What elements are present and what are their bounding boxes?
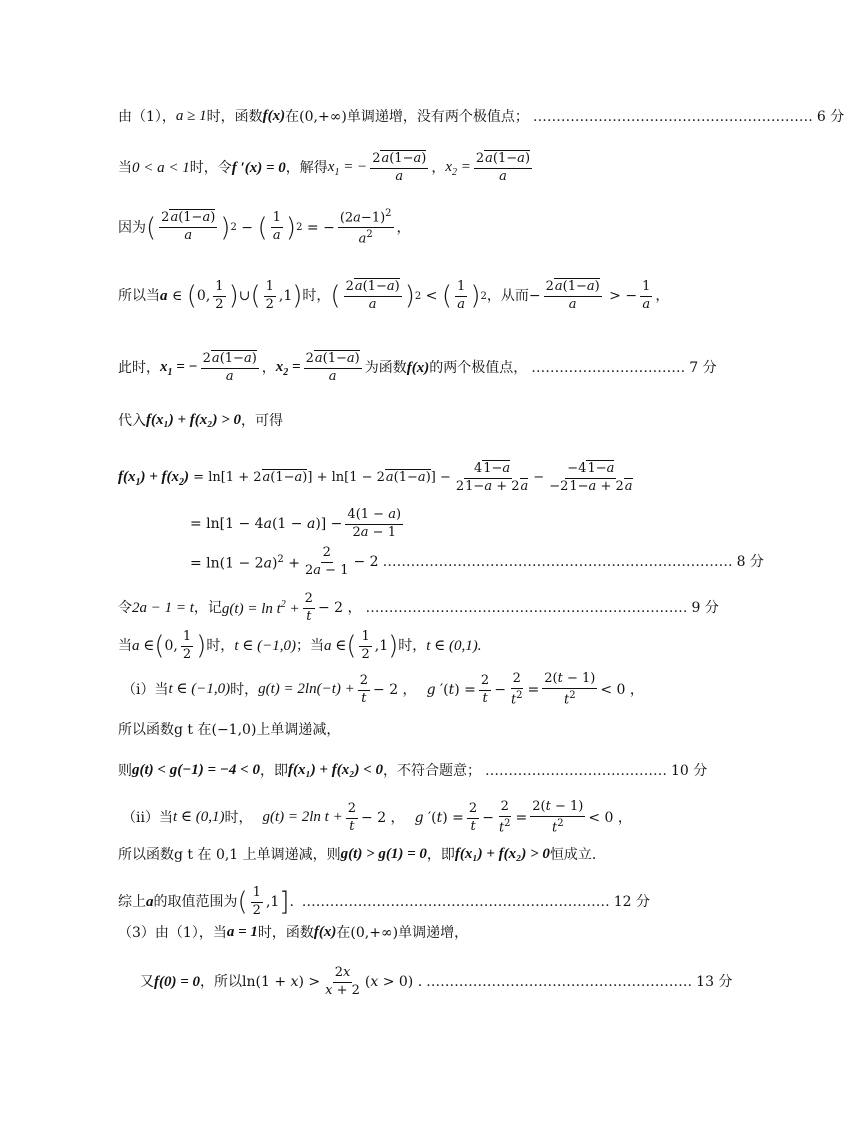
text: ，即 — [426, 846, 455, 863]
text: 时，函数 — [206, 108, 263, 125]
math: (0,+∞) — [350, 924, 399, 941]
score: 8 分 — [736, 554, 764, 571]
paren: ( — [346, 631, 357, 662]
fraction: $\frac{2a(1-a)}{a}$ — [345, 279, 400, 312]
leader-dots: ………………………………………………………………… — [382, 554, 733, 571]
text: ， — [261, 360, 276, 377]
math: (x > 0) . — [364, 974, 423, 991]
score: 6 分 — [816, 108, 844, 125]
paren: ( — [257, 212, 268, 243]
math: f(x) — [406, 359, 430, 376]
math: = ln[1 + 2a(1−a)] + ln[1 − 2a(1−a)] − — [189, 469, 451, 485]
math: ln(1 + x) > — [242, 974, 321, 991]
paren: ( — [441, 281, 453, 312]
math: < 0 ， — [588, 810, 632, 827]
paren: ] — [279, 887, 290, 918]
paren: ( — [154, 631, 165, 662]
text: 所以函数g t 在 0,1 上单调递减，则 — [118, 846, 341, 863]
line-6 — [118, 412, 650, 429]
text: 由（1）， — [118, 108, 176, 125]
line-14 — [118, 762, 708, 779]
fraction: $\frac{2a(1-a)}{a}$ — [475, 151, 531, 184]
score: 7 分 — [689, 360, 717, 377]
fraction: $\frac{2a(1-a)}{a}$ — [202, 351, 257, 384]
fraction: $\frac{2}{t^2}$ — [510, 671, 523, 708]
fraction: $\frac{2a(1-a)}{a}$ — [372, 151, 427, 184]
leader-dots: …………………………………………………… — [532, 108, 813, 125]
leader-dots: …………………………… — [531, 360, 686, 377]
math: ,1 — [374, 638, 389, 655]
fraction: $\frac{2}{t}$ — [304, 591, 313, 624]
math: − — [533, 469, 545, 485]
math: $f(x_1) + f(x_2)$ — [118, 468, 190, 488]
score: 10 分 — [671, 762, 708, 779]
fraction: $\frac{2(t - 1)}{t^2}$ — [532, 799, 584, 836]
text: ， — [396, 219, 411, 236]
text: 当 — [118, 638, 132, 655]
paren: ) — [404, 281, 415, 312]
text: 此时， — [118, 360, 160, 377]
math: (0,+∞) — [299, 108, 347, 125]
fraction: $\frac{2}{t}$ — [468, 800, 478, 834]
math: = − — [302, 219, 335, 236]
text: 因为 — [118, 219, 146, 236]
line-2 — [118, 152, 650, 185]
math: t ∈ (0,1) — [172, 809, 225, 826]
text: 时， — [206, 638, 235, 655]
text: 单调递增，没有两个极值点； — [346, 108, 529, 125]
math: = — [527, 682, 540, 699]
line-1 — [118, 108, 844, 125]
math: = ln[1 − 4a(1 − a)] − — [190, 516, 343, 533]
text: 则 — [118, 762, 132, 779]
math: g(t) > g(1) = 0 — [340, 846, 427, 862]
paren: ( — [250, 281, 261, 312]
line-7 — [118, 462, 650, 495]
math: . — [289, 894, 294, 911]
math: t ∈ (−1,0) — [234, 637, 296, 654]
math: $x_1$ = − — [327, 158, 368, 178]
line-12 — [122, 672, 650, 708]
text: 恒成立. — [549, 846, 597, 863]
fraction: $\frac{41-a}{21-a + 2a}$ — [455, 461, 529, 494]
math: $x_2$ = — [445, 158, 471, 178]
text: ，不符合题意； — [383, 762, 481, 779]
text: 时， — [224, 810, 253, 827]
math: f(x) — [313, 924, 337, 940]
text: ， — [655, 288, 670, 305]
math: − — [236, 219, 258, 236]
math: ∪ — [238, 288, 251, 305]
fraction: $\frac{1}{a}$ — [642, 279, 651, 312]
fraction: $\frac{1}{a}$ — [457, 279, 466, 312]
math: $x_1$ = − — [160, 358, 198, 378]
math: − — [494, 682, 506, 699]
line-16 — [118, 846, 650, 863]
fraction: $\frac{2}{t^2}$ — [498, 799, 511, 836]
text: 令 — [118, 600, 132, 617]
math: ,1 — [265, 894, 280, 911]
math: f(x) — [262, 108, 286, 124]
paren: ) — [285, 212, 297, 243]
fraction: $\frac{1}{2}$ — [265, 279, 274, 312]
fraction: $\frac{1}{2}$ — [361, 629, 370, 662]
fraction: $\frac{-41-a}{-21-a + 2a}$ — [549, 461, 633, 494]
text: 当 — [118, 160, 132, 177]
line-3: 因为 ( $\frac{2a(1-a)}{a}$ ) 2 − ( $\frac{1}{a}$ ) 2 = − $\frac{(2a-1)^2}{a^2}$ ， — [118, 208, 411, 247]
text: （3）由（1），当 — [118, 924, 227, 941]
text: 时， — [230, 682, 259, 699]
text: 时， — [302, 288, 331, 305]
text: ，解得 — [285, 160, 328, 177]
fraction: $\frac{2(t - 1)}{t^2}$ — [544, 671, 596, 708]
text: 在 — [336, 924, 351, 941]
text: 所以函数g t 在(−1,0)上单调递减， — [118, 722, 341, 738]
text: ，所以 — [200, 974, 243, 991]
fraction: $\frac{2}{t}$ — [359, 672, 369, 706]
line-11 — [118, 630, 650, 663]
math: 0, — [164, 638, 178, 655]
fraction: $\frac{(2a-1)^2}{a^2}$ — [339, 208, 392, 247]
math: f(x₁) + f(x₂) < 0 — [287, 762, 383, 778]
math: 2a − 1 = t — [132, 599, 194, 616]
fraction: $\frac{1}{2}$ — [215, 279, 224, 312]
math: a — [146, 893, 154, 910]
paren: ) — [292, 281, 303, 312]
math: f(x₁) + f(x₂) > 0 — [454, 846, 550, 862]
line-13 — [118, 722, 650, 738]
fraction: $\frac{2}{2a - 1}$ — [304, 545, 349, 578]
math: − 2 ， — [317, 600, 362, 617]
math: a ∈ — [323, 637, 347, 654]
paren: ) — [228, 281, 239, 312]
text: 又 — [140, 974, 154, 991]
math: t ∈ (−1,0) — [168, 681, 231, 698]
line-18 — [118, 924, 650, 941]
text: 综上 — [118, 894, 146, 911]
text: ，记 — [193, 600, 222, 617]
math: f(x₁) + f(x₂) > 0 — [146, 412, 242, 428]
leader-dots: ………………………………………………… — [426, 974, 693, 991]
line-8 — [190, 508, 650, 541]
text: ， — [431, 160, 446, 177]
line-17 — [118, 886, 650, 919]
text: 时， — [398, 638, 427, 655]
line-15 — [122, 800, 650, 836]
text: ，从而 — [486, 288, 529, 305]
math: ∈ — [167, 288, 187, 305]
leader-dots: ………………………………… — [485, 762, 667, 779]
fraction: $\frac{4(1 - a)}{2a - 1}$ — [347, 507, 402, 540]
math: − — [482, 810, 494, 827]
math: g(t) = 2ln(−t) + — [258, 681, 355, 698]
math: a = 1 — [226, 924, 258, 940]
text: 时，令 — [189, 160, 232, 177]
paren: ( — [237, 887, 248, 918]
fraction: $\frac{2a(1-a)}{a}$ — [161, 210, 216, 244]
math: = — [515, 810, 528, 827]
fraction: $\frac{1}{2}$ — [182, 629, 192, 662]
line-19 — [140, 965, 733, 999]
line-9 — [190, 545, 764, 579]
text: 所以当 — [118, 288, 160, 305]
math: a ≥ 1 — [175, 108, 207, 124]
text: 在 — [285, 108, 300, 125]
text: （i）当 — [122, 682, 169, 699]
paren: ) — [196, 631, 207, 662]
fraction: $\frac{1}{a}$ — [272, 210, 281, 244]
text: （ii）当 — [122, 810, 173, 827]
math: $x_2$ = — [275, 358, 301, 378]
score: 9 分 — [691, 600, 719, 617]
math: − 2 ， g ′(t) = — [373, 682, 476, 699]
paren: ) — [388, 631, 399, 662]
paren: ( — [186, 281, 197, 312]
fraction: $\frac{2a(1-a)}{a}$ — [305, 351, 360, 384]
line-5 — [118, 351, 717, 385]
score: 13 分 — [696, 974, 733, 991]
math: 0, — [196, 288, 211, 305]
fraction: $\frac{1}{2}$ — [252, 885, 261, 918]
fraction: $\frac{2x}{x + 2}$ — [325, 965, 360, 998]
paren: ) — [220, 212, 231, 243]
paren: ( — [330, 281, 341, 312]
fraction: $\frac{2}{t}$ — [347, 800, 357, 834]
leader-dots: ………………………………………………………… — [301, 894, 610, 911]
text: 的取值范围为 — [153, 894, 238, 911]
math: = $\ln(1 - 2a)^2$ + — [190, 553, 300, 572]
math: t ∈ (0,1). — [426, 637, 482, 654]
math: − 2 ， g ′(t) = — [361, 810, 464, 827]
text: ，可得 — [241, 412, 284, 429]
line-10 — [118, 591, 719, 625]
math: a ∈ — [132, 637, 155, 654]
math: 0 < a < 1 — [132, 159, 190, 176]
math: ,1 — [278, 288, 293, 305]
paren: ) — [470, 281, 481, 312]
math: − — [528, 288, 541, 305]
math: a — [160, 287, 168, 304]
math: f(0) = 0 — [154, 973, 201, 990]
fraction: $\frac{2}{t}$ — [480, 672, 490, 706]
line-4: 所以当 a ∈ ( 0, $\frac{1}{2}$ ) ∪ ( $\frac{1}{2}$ ,1 ) 时， ( $\frac{2a(1-a)}{a}$ ) 2 < ( $\frac{1}{a}$ ) 2 ，从而 − $\frac{2a(1-a)}{a}$ > − $\frac{1}{a}$ ， — [118, 279, 670, 312]
text: 单调递增， — [398, 924, 469, 941]
text: 时，函数 — [257, 924, 314, 941]
fraction: $\frac{2a(1-a)}{a}$ — [545, 279, 600, 312]
math: f ′(x) = 0 — [231, 159, 286, 176]
math: < — [421, 288, 442, 305]
math: < 0 ， — [600, 682, 644, 699]
math: − 2 — [353, 554, 379, 571]
leader-dots: …………………………………………………………… — [365, 600, 688, 617]
math: $g(t) = \ln t^2$ + — [221, 598, 300, 617]
math: g(t) < g(−1) = −4 < 0 — [132, 762, 260, 778]
math: > − — [604, 288, 638, 305]
text: ；当 — [295, 638, 324, 655]
paren: ( — [146, 212, 157, 243]
math: g(t) = 2ln t + — [262, 809, 343, 826]
text: ，即 — [259, 762, 288, 779]
text: 为函数 — [364, 360, 407, 377]
text: 的两个极值点， — [429, 360, 528, 377]
score: 12 分 — [613, 894, 650, 911]
text: 代入 — [118, 412, 146, 429]
